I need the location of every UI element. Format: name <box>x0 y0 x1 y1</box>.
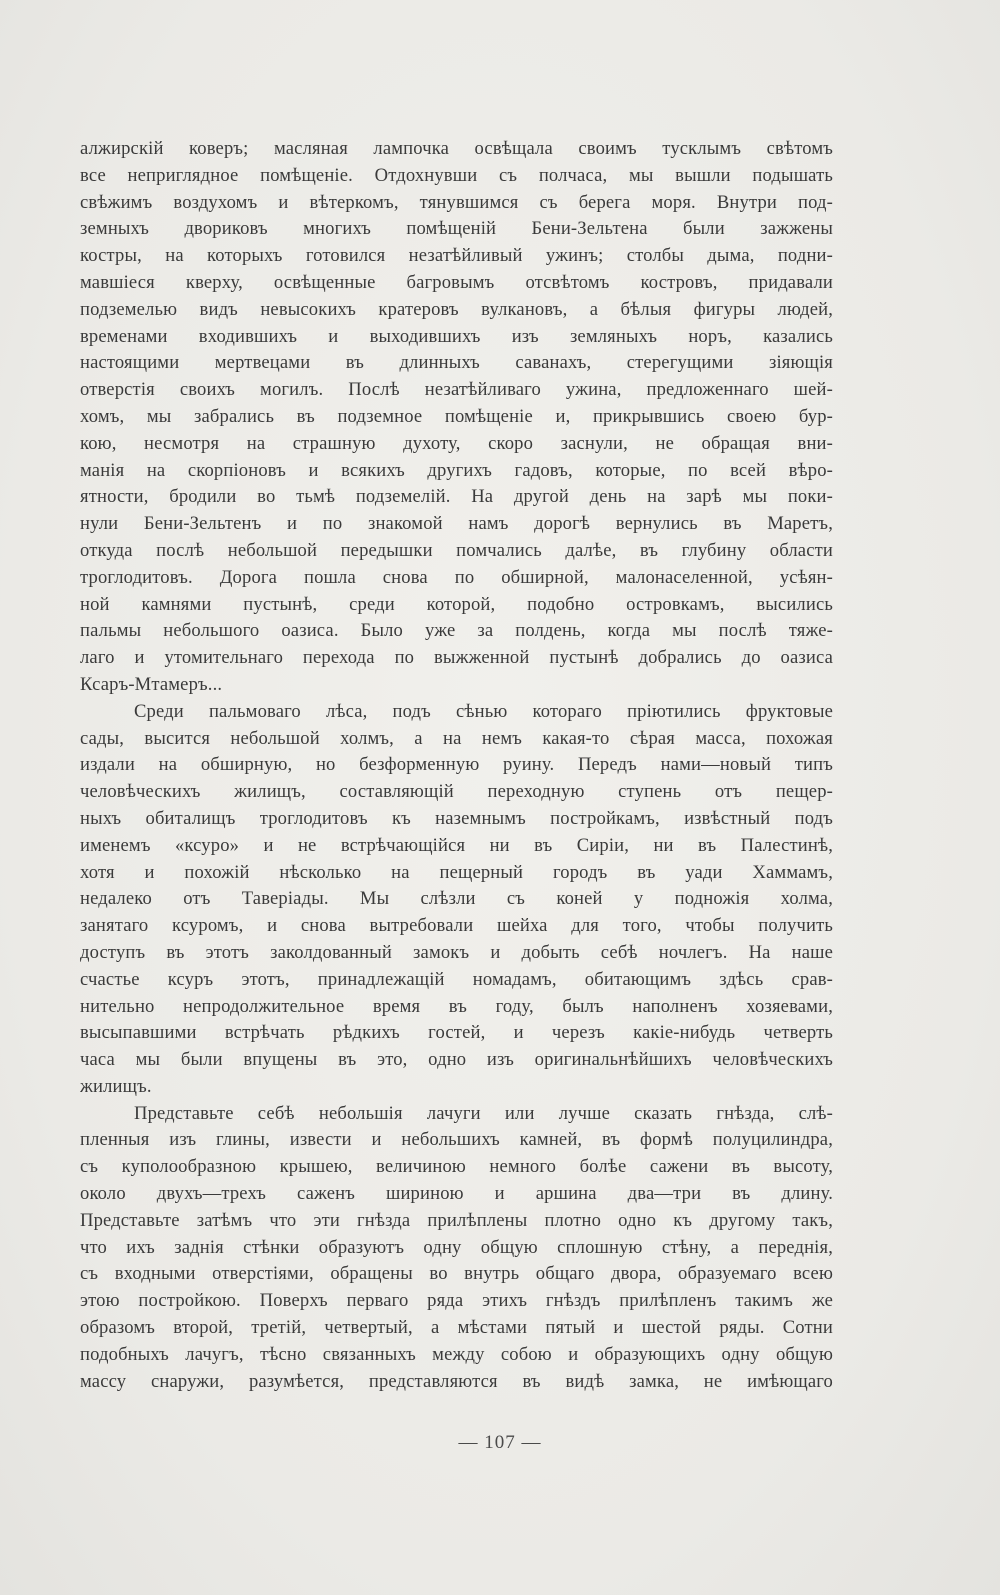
text-line: массу снаружи, разумѣется, представляются въ видѣ замка, не имѣющаго <box>80 1370 833 1392</box>
text-line: человѣческихъ жилищъ, составляющій переходную ступень отъ пещер- <box>80 781 833 803</box>
paragraph-1 <box>80 136 833 699</box>
text-line: недалеко отъ Таверіады. Мы слѣзли съ коней у подножія холма, <box>80 888 833 910</box>
text-line: ныхъ обиталищъ троглодитовъ къ наземнымъ постройкамъ, извѣстный подъ <box>80 807 833 829</box>
text-line: пальмы небольшого оазиса. Было уже за полдень, когда мы послѣ тяже- <box>80 620 833 642</box>
text-line: счастье ксуръ этотъ, принадлежащій номадамъ, обитающимъ здѣсь срав- <box>80 968 833 990</box>
text-line: мавшіеся кверху, освѣщенные багровымъ отсвѣтомъ костровъ, придавали <box>80 271 833 293</box>
text-line: откуда послѣ небольшой передышки помчались далѣе, въ глубину области <box>80 539 833 561</box>
text-line: Представьте затѣмъ что эти гнѣзда прилѣплены плотно одно къ другому такъ, <box>80 1209 833 1231</box>
text-line: Ксаръ-Мтамеръ... <box>80 673 223 695</box>
text-line: лаго и утомительнаго перехода по выжженной пустынѣ добрались до оазиса <box>80 647 833 669</box>
text-line: хотя и похожій нѣсколько на пещерный городъ въ уади Хаммамъ, <box>80 861 833 883</box>
text-line: хомъ, мы забрались въ подземное помѣщеніе и, прикрывшись своею бур- <box>80 405 833 427</box>
text-line: съ куполообразною крышею, величиною немного болѣе сажени въ высоту, <box>80 1156 833 1178</box>
text-line: отверстія своихъ могилъ. Послѣ незатѣйливаго ужина, предложеннаго шей- <box>80 379 833 401</box>
paragraph-3 <box>80 1101 833 1396</box>
text-line: часа мы были впущены въ это, одно изъ оригинальнѣйшихъ человѣческихъ <box>80 1049 833 1071</box>
text-line: жилищъ. <box>80 1075 152 1097</box>
text-line: ной камнями пустынѣ, среди которой, подобно островкамъ, высились <box>80 593 833 615</box>
text-line: все неприглядное помѣщеніе. Отдохнувши съ полчаса, мы вышли подышать <box>80 164 833 186</box>
text-line: что ихъ заднія стѣнки образуютъ одну общую сплошную стѣну, а переднія, <box>80 1236 833 1258</box>
page-number: — 107 — <box>458 1432 542 1453</box>
paragraph-2 <box>80 699 833 1101</box>
text-line: этою постройкою. Поверхъ перваго ряда этихъ гнѣздъ прилѣпленъ такимъ же <box>80 1290 833 1312</box>
text-line: занятаго ксуромъ, и снова вытребовали шейха для того, чтобы получить <box>80 915 833 937</box>
text-line: издали на обширную, но безформенную руину. Передъ нами—новый типъ <box>80 754 833 776</box>
text-line: настоящими мертвецами въ длинныхъ саванахъ, стерегущими зіяющія <box>80 352 833 374</box>
text-line: именемъ «ксуро» и не встрѣчающійся ни въ Сиріи, ни въ Палестинѣ, <box>80 834 833 856</box>
text-line: нительно непродолжительное время въ году, былъ наполненъ хозяевами, <box>80 995 833 1017</box>
text-line: алжирскій коверъ; масляная лампочка освѣщала своимъ тусклымъ свѣтомъ <box>80 138 833 159</box>
text-line: свѣжимъ воздухомъ и вѣтеркомъ, тянувшимся съ берега моря. Внутри под- <box>80 191 833 213</box>
text-line: ятности, бродили во тьмѣ подземелій. На другой день на зарѣ мы поки- <box>80 486 833 508</box>
text-line: нули Бени-Зельтенъ и по знакомой намъ дорогѣ вернулись въ Маретъ, <box>80 513 833 535</box>
text-line: Представьте себѣ небольшія лачуги или лучше сказать гнѣзда, слѣ- <box>134 1102 833 1124</box>
body-text <box>80 136 833 1395</box>
text-line: сады, высится небольшой холмъ, а на немъ какая-то сѣрая масса, похожая <box>80 727 833 749</box>
text-line: костры, на которыхъ готовился незатѣйливый ужинъ; столбы дыма, подни- <box>80 245 833 267</box>
text-line: троглодитовъ. Дорога пошла снова по обширной, малонаселенной, усѣян- <box>80 566 833 588</box>
text-line: кою, несмотря на страшную духоту, скоро заснули, не обращая вни- <box>80 432 833 454</box>
text-line: манія на скорпіоновъ и всякихъ другихъ гадовъ, которые, по всей вѣро- <box>80 459 833 481</box>
text-line: пленныя изъ глины, извести и небольшихъ камней, въ формѣ полуцилиндра, <box>80 1129 833 1151</box>
text-line: подобныхъ лачугъ, тѣсно связанныхъ между собою и образующихъ одну общую <box>80 1343 833 1365</box>
text-line: подземелью видъ невысокихъ кратеровъ вулкановъ, а бѣлыя фигуры людей, <box>80 298 833 320</box>
text-line: образомъ второй, третій, четвертый, а мѣстами пятый и шестой ряды. Сотни <box>80 1317 833 1339</box>
text-line: Среди пальмоваго лѣса, подъ сѣнью котораго пріютились фруктовые <box>134 700 833 722</box>
text-line: около двухъ—трехъ саженъ шириною и аршина два—три въ длину. <box>80 1183 833 1205</box>
text-line: временами входившихъ и выходившихъ изъ земляныхъ норъ, казались <box>80 325 833 347</box>
text-line: съ входными отверстіями, обращены во внутрь общаго двора, образуемаго всею <box>80 1263 833 1285</box>
text-line: высыпавшими встрѣчать рѣдкихъ гостей, и черезъ какіе-нибудь четверть <box>80 1022 833 1044</box>
text-line: доступъ въ этотъ заколдованный замокъ и добыть себѣ ночлегъ. На наше <box>80 941 833 963</box>
text-line: земныхъ двориковъ многихъ помѣщеній Бени-Зельтена были зажжены <box>80 218 833 240</box>
